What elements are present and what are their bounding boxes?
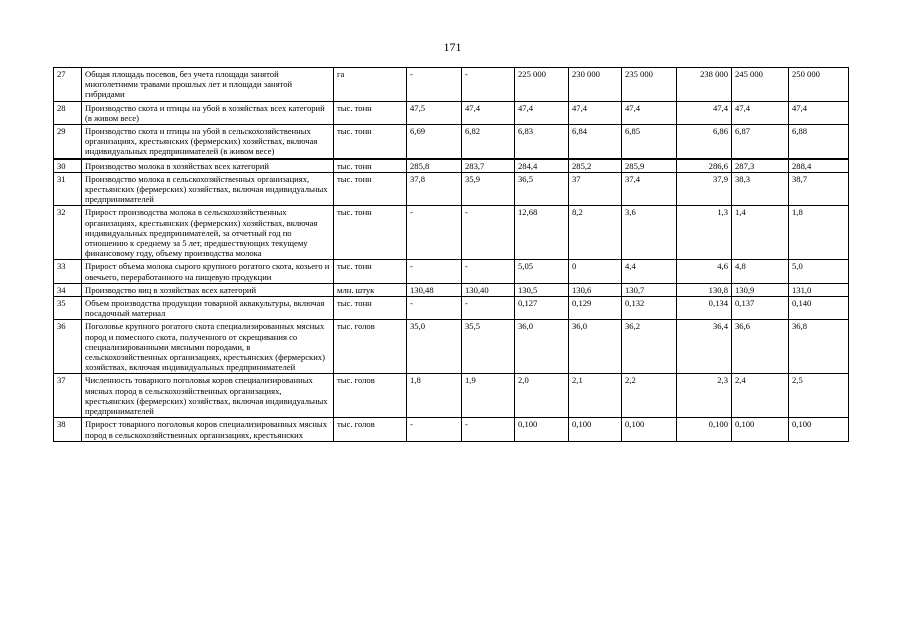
value-cell: - bbox=[462, 68, 515, 102]
value-cell: 36,2 bbox=[622, 320, 677, 374]
indicator-name-cell: Производство молока в сельскохозяйственных организациях, крестьянских (фермерских) хозяйствах, включая индивидуальных предпринимателей bbox=[82, 172, 334, 206]
indicator-name-cell: Общая площадь посевов, без учета площади занятой многолетними травами прошлых лет и площади занятой гибридами bbox=[82, 68, 334, 102]
unit-cell: тыс. голов bbox=[334, 374, 407, 418]
value-cell: 130,40 bbox=[462, 283, 515, 296]
value-cell: - bbox=[407, 68, 462, 102]
value-cell: 47,4 bbox=[462, 101, 515, 124]
unit-cell: млн. штук bbox=[334, 283, 407, 296]
value-cell: 47,4 bbox=[789, 101, 849, 124]
table-body bbox=[54, 68, 849, 442]
unit-cell: тыс. голов bbox=[334, 418, 407, 441]
value-cell: 4,6 bbox=[677, 260, 732, 283]
value-cell: - bbox=[407, 260, 462, 283]
value-cell: 47,4 bbox=[677, 101, 732, 124]
value-cell: 4,8 bbox=[732, 260, 789, 283]
row-number-cell: 36 bbox=[54, 320, 82, 374]
row-number-cell: 35 bbox=[54, 297, 82, 320]
value-cell: 2,3 bbox=[677, 374, 732, 418]
value-cell: 36,6 bbox=[732, 320, 789, 374]
row-number-cell: 32 bbox=[54, 206, 82, 260]
value-cell: 47,4 bbox=[732, 101, 789, 124]
value-cell: - bbox=[462, 297, 515, 320]
indicator-name-cell: Прирост объема молока сырого крупного рогатого скота, козьего и овечьего, переработанного на пищевую продукции bbox=[82, 260, 334, 283]
indicator-name-cell: Численность товарного поголовья коров специализированных мясных пород в сельскохозяйственных организациях, крестьянских (фермерских) хозяйствах, включая индивидуальных предпринимателей bbox=[82, 374, 334, 418]
value-cell: 3,6 bbox=[622, 206, 677, 260]
table-row bbox=[54, 418, 849, 441]
value-cell: 0,100 bbox=[515, 418, 569, 441]
value-cell: - bbox=[462, 260, 515, 283]
value-cell: 6,69 bbox=[407, 125, 462, 159]
unit-cell: тыс. тонн bbox=[334, 159, 407, 173]
value-cell: 38,3 bbox=[732, 172, 789, 206]
indicator-name-cell: Производство скота и птицы на убой в хозяйствах всех категорий (в живом весе) bbox=[82, 101, 334, 124]
value-cell: - bbox=[407, 206, 462, 260]
table-row bbox=[54, 159, 849, 173]
row-number-cell: 30 bbox=[54, 159, 82, 173]
value-cell: 36,0 bbox=[515, 320, 569, 374]
value-cell: 5,0 bbox=[789, 260, 849, 283]
value-cell: 38,7 bbox=[789, 172, 849, 206]
indicator-name-cell: Производство скота и птицы на убой в сельскохозяйственных организациях, крестьянских (фермерских) хозяйствах, включая индивидуальных предпринимателей (в живом весе) bbox=[82, 125, 334, 159]
value-cell: 2,5 bbox=[789, 374, 849, 418]
value-cell: - bbox=[462, 418, 515, 441]
value-cell: 35,5 bbox=[462, 320, 515, 374]
value-cell: 0,140 bbox=[789, 297, 849, 320]
value-cell: 2,1 bbox=[569, 374, 622, 418]
value-cell: 283,7 bbox=[462, 159, 515, 173]
row-number-cell: 28 bbox=[54, 101, 82, 124]
value-cell: 1,3 bbox=[677, 206, 732, 260]
value-cell: 8,2 bbox=[569, 206, 622, 260]
unit-cell: тыс. тонн bbox=[334, 172, 407, 206]
value-cell: 1,8 bbox=[407, 374, 462, 418]
value-cell: 285,9 bbox=[622, 159, 677, 173]
value-cell: 37,9 bbox=[677, 172, 732, 206]
unit-cell: тыс. тонн bbox=[334, 125, 407, 159]
value-cell: 6,87 bbox=[732, 125, 789, 159]
row-number-cell: 34 bbox=[54, 283, 82, 296]
indicator-name-cell: Производство молока в хозяйствах всех категорий bbox=[82, 159, 334, 173]
value-cell: 230 000 bbox=[569, 68, 622, 102]
value-cell: 2,2 bbox=[622, 374, 677, 418]
table-row bbox=[54, 260, 849, 283]
value-cell: 47,4 bbox=[515, 101, 569, 124]
unit-cell: тыс. тонн bbox=[334, 206, 407, 260]
value-cell: 130,6 bbox=[569, 283, 622, 296]
value-cell: 285,8 bbox=[407, 159, 462, 173]
table-row bbox=[54, 206, 849, 260]
row-number-cell: 29 bbox=[54, 125, 82, 159]
table-row bbox=[54, 320, 849, 374]
value-cell: 35,0 bbox=[407, 320, 462, 374]
value-cell: 6,86 bbox=[677, 125, 732, 159]
row-number-cell: 27 bbox=[54, 68, 82, 102]
value-cell: 130,9 bbox=[732, 283, 789, 296]
value-cell: 2,0 bbox=[515, 374, 569, 418]
value-cell: 6,83 bbox=[515, 125, 569, 159]
value-cell: 36,4 bbox=[677, 320, 732, 374]
value-cell: 4,4 bbox=[622, 260, 677, 283]
indicator-name-cell: Прирост производства молока в сельскохозяйственных организациях, крестьянских (фермерских) хозяйствах, включая индивидуальных предпринимателей, за отчетный год по отношению к среднему за 5 лет, предшествующих текущему финансовому году, объему производства молока bbox=[82, 206, 334, 260]
table-row bbox=[54, 172, 849, 206]
value-cell: 0,129 bbox=[569, 297, 622, 320]
value-cell: 6,84 bbox=[569, 125, 622, 159]
value-cell: 0,137 bbox=[732, 297, 789, 320]
value-cell: 0,100 bbox=[622, 418, 677, 441]
page-number: 171 bbox=[443, 40, 462, 54]
value-cell: 235 000 bbox=[622, 68, 677, 102]
row-number-cell: 31 bbox=[54, 172, 82, 206]
unit-cell: тыс. тонн bbox=[334, 297, 407, 320]
table-row bbox=[54, 374, 849, 418]
value-cell: 131,0 bbox=[789, 283, 849, 296]
table-row bbox=[54, 297, 849, 320]
value-cell: - bbox=[462, 206, 515, 260]
unit-cell: тыс. тонн bbox=[334, 260, 407, 283]
indicator-name-cell: Прирост товарного поголовья коров специализированных мясных пород в сельскохозяйственных организациях, крестьянских bbox=[82, 418, 334, 441]
value-cell: 250 000 bbox=[789, 68, 849, 102]
indicators-table bbox=[53, 67, 849, 442]
value-cell: - bbox=[407, 297, 462, 320]
value-cell: 287,3 bbox=[732, 159, 789, 173]
value-cell: 36,5 bbox=[515, 172, 569, 206]
value-cell: 47,4 bbox=[569, 101, 622, 124]
value-cell: 245 000 bbox=[732, 68, 789, 102]
value-cell: 130,48 bbox=[407, 283, 462, 296]
indicator-name-cell: Поголовье крупного рогатого скота специализированных мясных пород и помесного скота, полученного от скрещивания со специализированными мясными породами, в сельскохозяйственных организациях, крестьянских (фермерских) хозяйствах, включая индивидуальных предпринимателей bbox=[82, 320, 334, 374]
value-cell: 285,2 bbox=[569, 159, 622, 173]
row-number-cell: 38 bbox=[54, 418, 82, 441]
value-cell: - bbox=[407, 418, 462, 441]
value-cell: 1,4 bbox=[732, 206, 789, 260]
table-row bbox=[54, 68, 849, 102]
unit-cell: тыс. голов bbox=[334, 320, 407, 374]
value-cell: 130,8 bbox=[677, 283, 732, 296]
value-cell: 37,4 bbox=[622, 172, 677, 206]
value-cell: 6,82 bbox=[462, 125, 515, 159]
value-cell: 0,100 bbox=[677, 418, 732, 441]
unit-cell: тыс. тонн bbox=[334, 101, 407, 124]
value-cell: 1,8 bbox=[789, 206, 849, 260]
value-cell: 2,4 bbox=[732, 374, 789, 418]
value-cell: 0,134 bbox=[677, 297, 732, 320]
value-cell: 37 bbox=[569, 172, 622, 206]
value-cell: 0,100 bbox=[789, 418, 849, 441]
value-cell: 47,5 bbox=[407, 101, 462, 124]
value-cell: 286,6 bbox=[677, 159, 732, 173]
value-cell: 6,88 bbox=[789, 125, 849, 159]
indicator-name-cell: Производство яиц в хозяйствах всех категорий bbox=[82, 283, 334, 296]
value-cell: 130,5 bbox=[515, 283, 569, 296]
table-row bbox=[54, 125, 849, 159]
value-cell: 37,8 bbox=[407, 172, 462, 206]
unit-cell: га bbox=[334, 68, 407, 102]
value-cell: 5,05 bbox=[515, 260, 569, 283]
value-cell: 6,85 bbox=[622, 125, 677, 159]
value-cell: 36,8 bbox=[789, 320, 849, 374]
value-cell: 47,4 bbox=[622, 101, 677, 124]
value-cell: 35,9 bbox=[462, 172, 515, 206]
row-number-cell: 37 bbox=[54, 374, 82, 418]
value-cell: 225 000 bbox=[515, 68, 569, 102]
value-cell: 36,0 bbox=[569, 320, 622, 374]
value-cell: 0,100 bbox=[732, 418, 789, 441]
value-cell: 130,7 bbox=[622, 283, 677, 296]
table-row bbox=[54, 101, 849, 124]
value-cell: 1,9 bbox=[462, 374, 515, 418]
value-cell: 0,127 bbox=[515, 297, 569, 320]
row-number-cell: 33 bbox=[54, 260, 82, 283]
value-cell: 288,4 bbox=[789, 159, 849, 173]
value-cell: 284,4 bbox=[515, 159, 569, 173]
table-row bbox=[54, 283, 849, 296]
value-cell: 0,132 bbox=[622, 297, 677, 320]
value-cell: 0,100 bbox=[569, 418, 622, 441]
indicator-name-cell: Объем производства продукции товарной аквакультуры, включая посадочный материал bbox=[82, 297, 334, 320]
value-cell: 238 000 bbox=[677, 68, 732, 102]
value-cell: 0 bbox=[569, 260, 622, 283]
value-cell: 12,68 bbox=[515, 206, 569, 260]
